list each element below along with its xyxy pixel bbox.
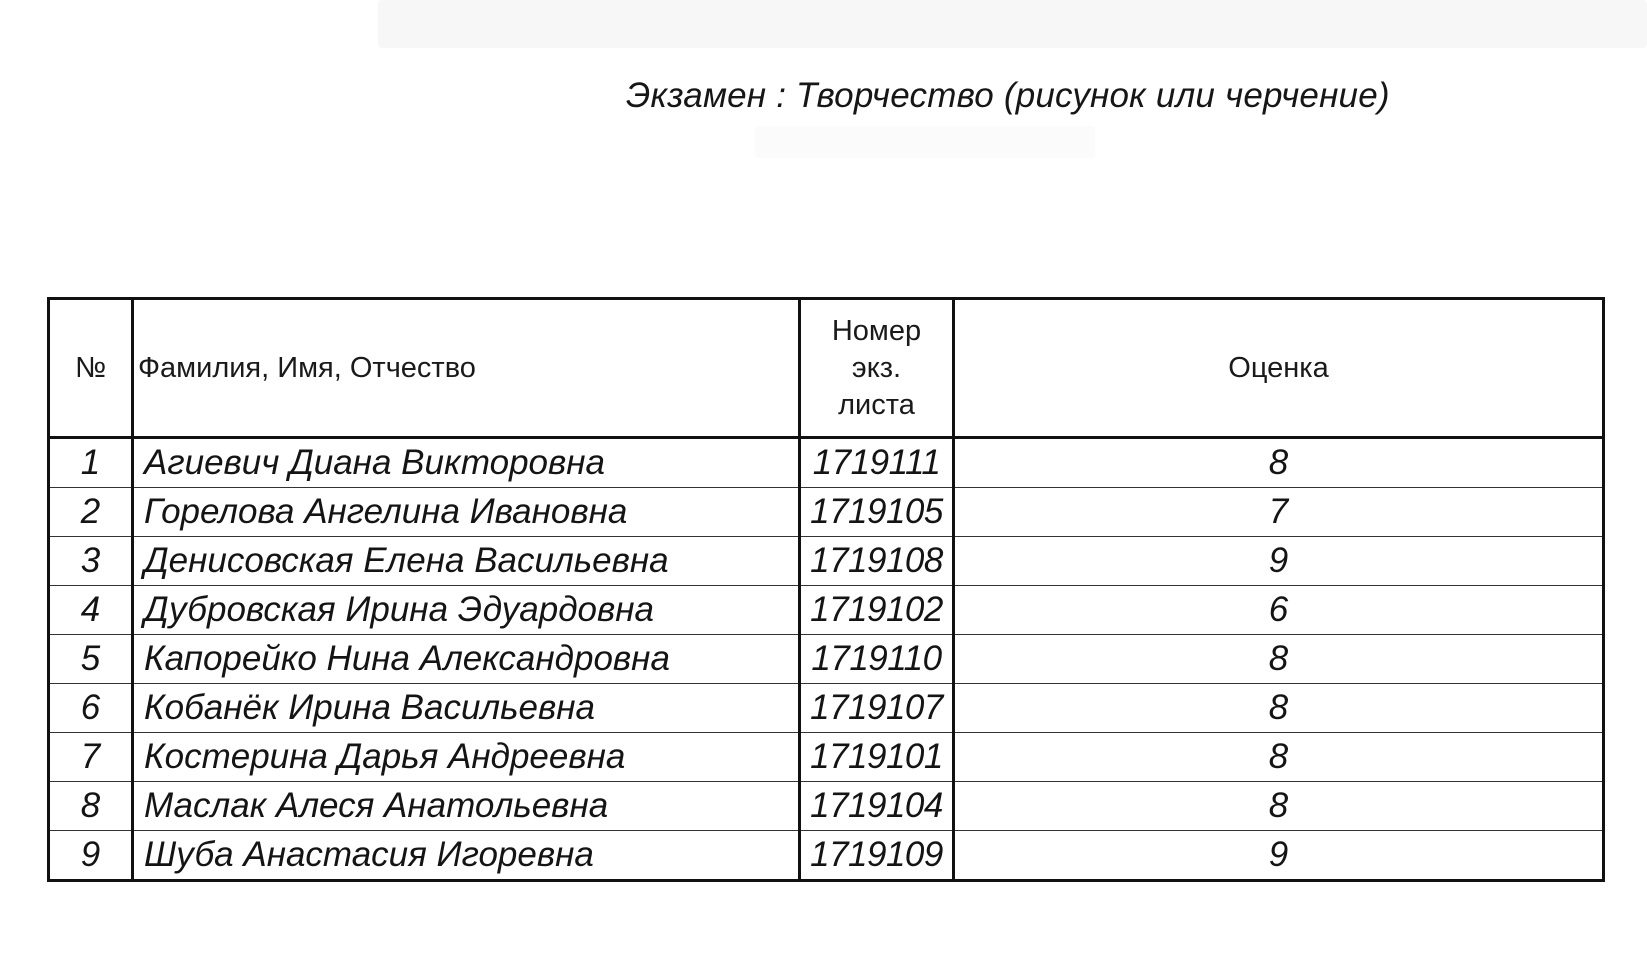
row-name: Костерина Дарья Андреевна <box>133 733 800 782</box>
header-sheet-number <box>800 299 954 438</box>
exam-title: Экзамен : Творчество (рисунок или черчение) <box>626 76 1390 115</box>
row-name: Дубровская Ирина Эдуардовна <box>133 586 800 635</box>
table-row <box>49 733 1604 782</box>
row-number: 2 <box>49 488 133 537</box>
table-row <box>49 586 1604 635</box>
row-grade: 8 <box>954 733 1604 782</box>
row-sheet-number: 1719102 <box>800 586 954 635</box>
table-row <box>49 438 1604 488</box>
scan-shading-mid <box>755 126 1095 158</box>
row-sheet-number: 1719108 <box>800 537 954 586</box>
row-grade: 7 <box>954 488 1604 537</box>
table-row <box>49 537 1604 586</box>
header-grade: Оценка <box>954 299 1604 438</box>
row-sheet-number: 1719104 <box>800 782 954 831</box>
row-grade: 8 <box>954 438 1604 488</box>
table-row <box>49 684 1604 733</box>
row-sheet-number: 1719109 <box>800 831 954 881</box>
row-grade: 8 <box>954 684 1604 733</box>
row-number: 1 <box>49 438 133 488</box>
row-grade: 9 <box>1268 835 1289 874</box>
table-row <box>49 635 1604 684</box>
row-sheet-number: 1719105 <box>800 488 954 537</box>
scan-shading-top <box>378 0 1647 48</box>
row-grade: 8 <box>954 635 1604 684</box>
row-number: 6 <box>49 684 133 733</box>
header-sheet-line2: экз. <box>851 351 902 384</box>
row-number: 9 <box>49 831 133 881</box>
row-number: 4 <box>49 586 133 635</box>
row-grade: 6 <box>954 586 1604 635</box>
row-sheet-number: 1719107 <box>800 684 954 733</box>
row-name: Горелова Ангелина Ивановна <box>133 488 800 537</box>
row-name: Капорейко Нина Александровна <box>133 635 800 684</box>
header-name: Фамилия, Имя, Отчество <box>133 299 800 438</box>
table-row <box>49 831 1604 881</box>
header-number: № <box>49 299 133 438</box>
row-number: 8 <box>49 782 133 831</box>
row-sheet-number: 1719110 <box>800 635 954 684</box>
table-header-row <box>49 299 1604 438</box>
header-sheet-line1: Номер <box>831 314 922 347</box>
row-number: 5 <box>49 635 133 684</box>
row-number: 3 <box>49 537 133 586</box>
header-sheet-line3: листа <box>838 388 915 421</box>
results-table <box>47 297 1605 882</box>
row-grade: 8 <box>954 782 1604 831</box>
table-row <box>49 782 1604 831</box>
row-name: Маслак Алеся Анатольевна <box>133 782 800 831</box>
row-sheet-number: 1719111 <box>800 438 954 488</box>
row-number: 7 <box>49 733 133 782</box>
row-name: Шуба Анастасия Игоревна <box>133 831 800 881</box>
row-sheet-number: 1719101 <box>800 733 954 782</box>
row-name: Агиевич Диана Викторовна <box>133 438 800 488</box>
row-name: Денисовская Елена Васильевна <box>133 537 800 586</box>
row-grade: 9 <box>954 537 1604 586</box>
table-row <box>49 488 1604 537</box>
row-name: Кобанёк Ирина Васильевна <box>133 684 800 733</box>
